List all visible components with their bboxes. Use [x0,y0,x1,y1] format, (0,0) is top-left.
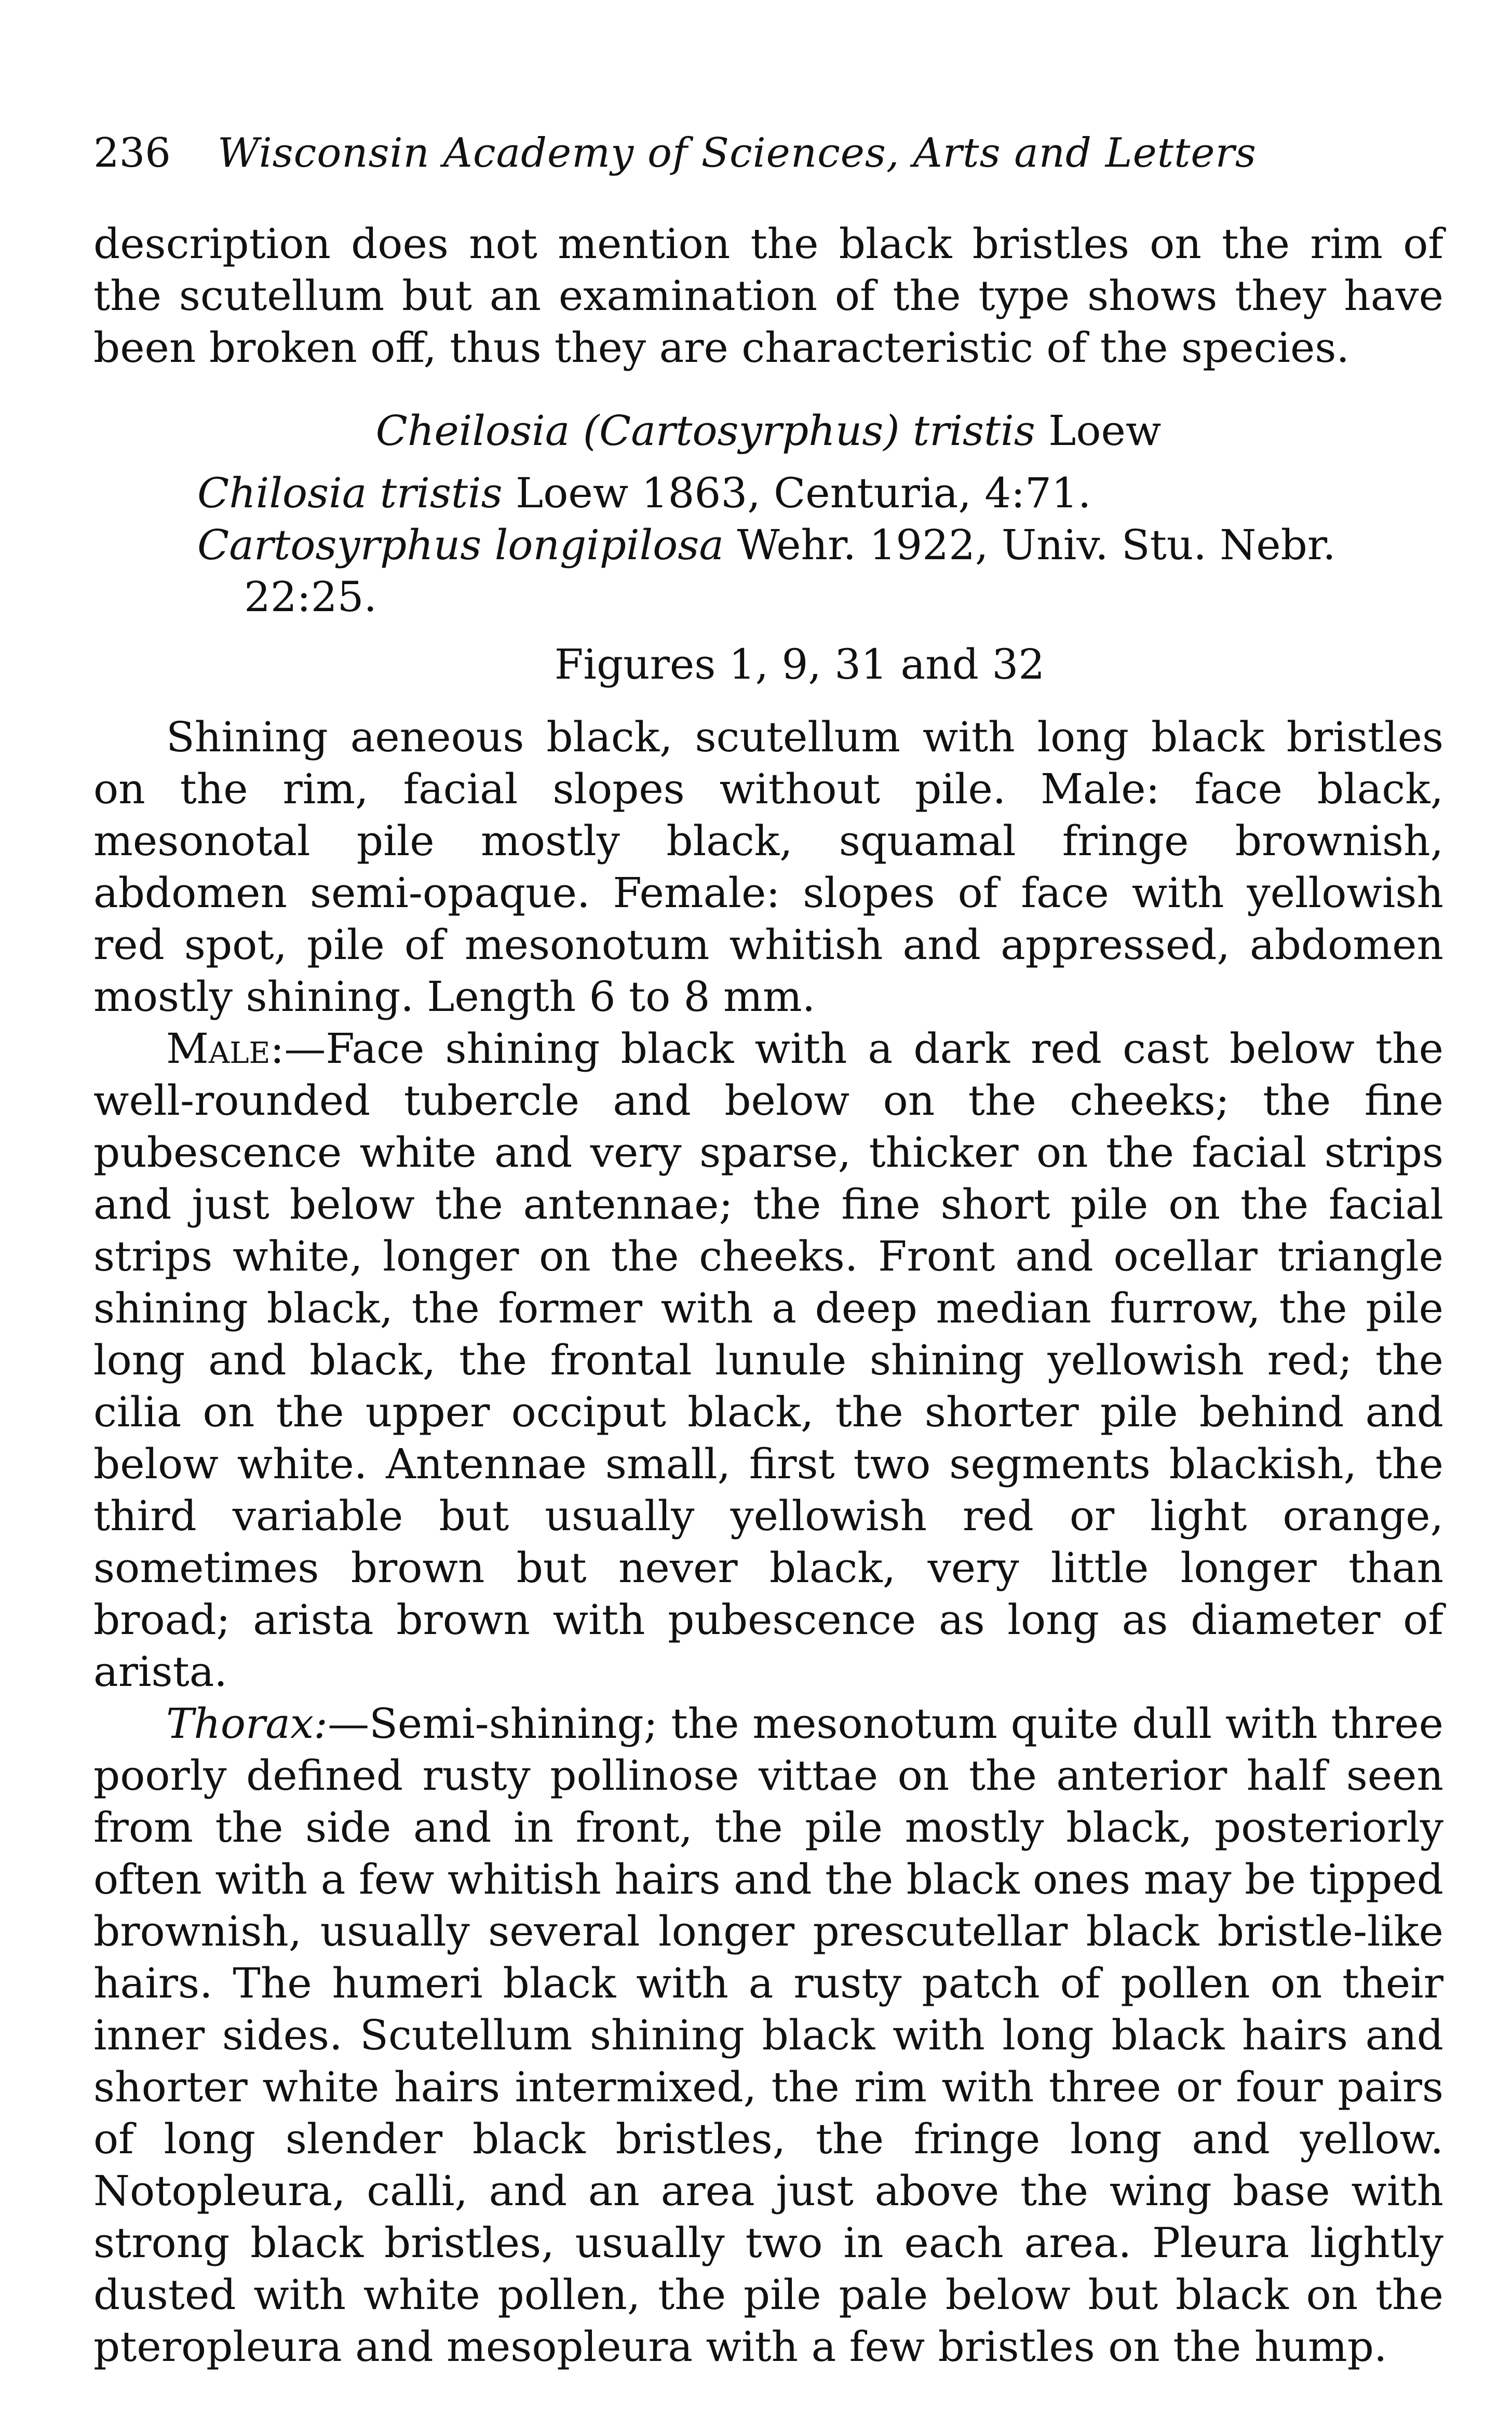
species-heading [93,405,1443,457]
male-text: Face shining black with a dark red cast below the well-rounded tubercle and below on the cheeks; the fine pubescence white and very sparse, thicker on the facial strips and just below the antennae; the fine short pile on the facial strips white, longer on the cheeks. Front and ocellar triangle shining black, the former with a deep median furrow, the pile long and black, the frontal lunule shining yellowish red; the cilia on the upper occiput black, the shorter pile behind and below white. Antennae small, first two segments blackish, the third variable but usually yellowish red or light orange, sometimes brown but never black, very little longer than broad; arista brown with pubescence as long as diameter of arista. [93,1024,1443,1696]
synonym-continuation: 22:25. [244,573,377,621]
male-description [93,1023,1443,1698]
figures-reference: Figures 1, 9, 31 and 32 [554,640,1045,688]
thorax-description [93,1698,1443,2373]
thorax-text: Semi-shining; the mesonotum quite dull with three poorly defined rusty pollinose vittae on the anterior half seen from the side and in front, the pile mostly black, posteriorly often with a few whitish hairs and the black ones may be tipped brownish, usually several longer prescutellar black bristle-like hairs. The humeri black with a rusty patch of pollen on their inner sides. Scutellum shining black with long black hairs and shorter white hairs intermixed, the rim with three or four pairs of long slender black bristles, the fringe long and yellow. Notopleura, calli, and an area just above the wing base with strong black bristles, usually two in each area. Pleura lightly dusted with white pollen, the pile pale below but black on the pteropleura and mesopleura with a few bristles on the hump. [93,1699,1443,2371]
synonym-citation: Wehr. 1922, Univ. Stu. Nebr. [737,521,1336,569]
document-page [93,130,1443,2373]
synonym-line [93,467,1443,519]
species-author: Loew [1048,407,1162,455]
journal-title: Wisconsin Academy of Sciences, Arts and Letters [217,130,1257,177]
running-header [93,130,1443,177]
species-name: Cheilosia (Cartosyrphus) tristis [375,407,1035,455]
male-separator: :— [270,1024,326,1073]
page-number: 236 [93,130,171,177]
thorax-separator: — [328,1699,370,1748]
thorax-label: Thorax: [166,1699,328,1748]
synonym-citation: Loew 1863, Centuria, 4:71. [516,469,1091,517]
synonym-line [93,519,1443,571]
synonym-name: Chilosia tristis [197,469,503,517]
synonym-name: Cartosyrphus longipilosa [197,521,724,569]
male-label: Male [166,1024,271,1073]
intro-paragraph: description does not mention the black bristles on the rim of the scutellum but an examination of the type shows they have been broken off, thus they are characteristic of the species. [93,220,1443,372]
diagnosis-paragraph: Shining aeneous black, scutellum with long black bristles on the rim, facial slopes without pile. Male: face black, mesonotal pile mostly black, squamal fringe brownish, abdomen semi-opaque. Female: slopes of face with yellowish red spot, pile of mesonotum whitish and appressed, abdomen mostly shining. Length 6 to 8 mm. [93,713,1443,1021]
